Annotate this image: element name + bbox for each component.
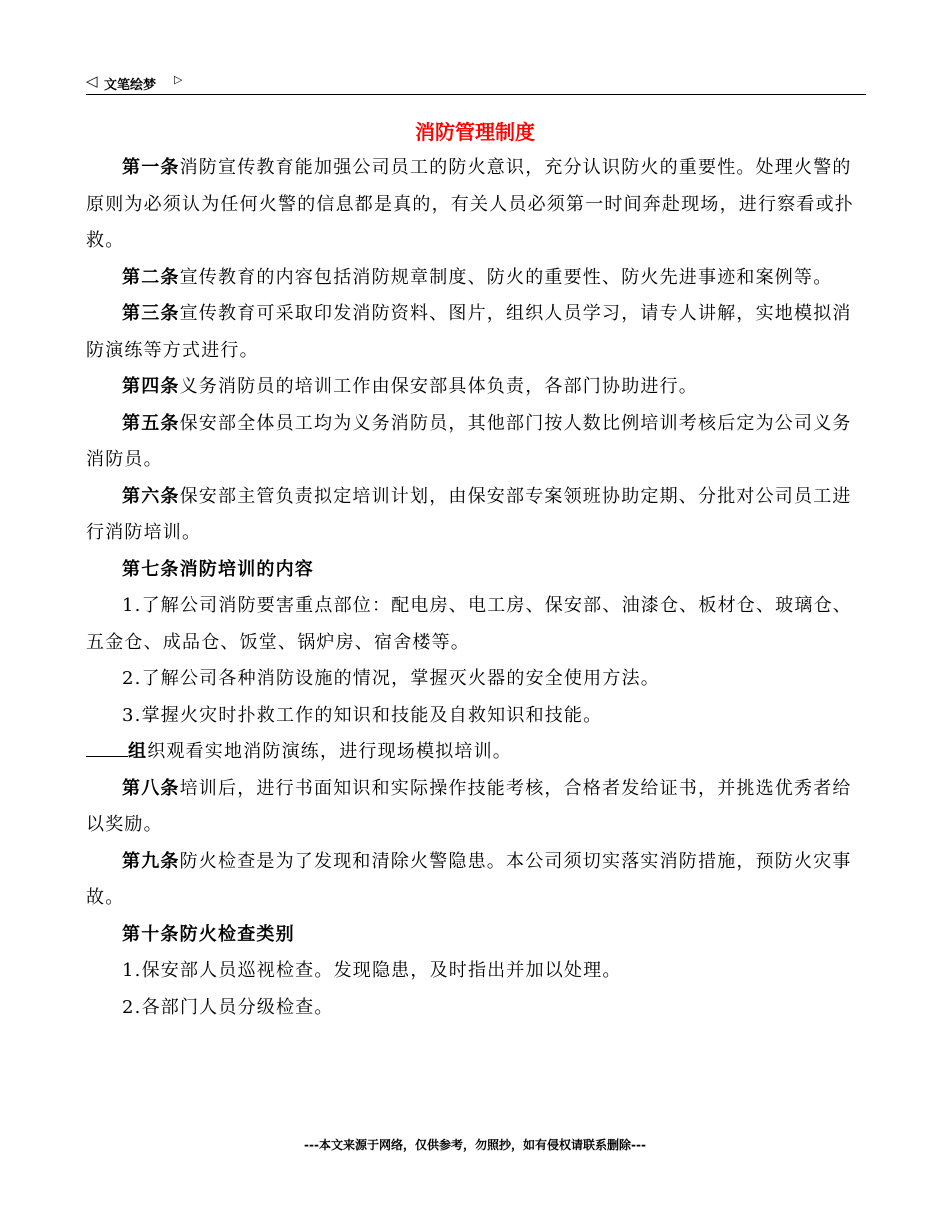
article-label: 第二条 — [122, 266, 180, 288]
article-10-heading: 第十条防火检查类别 — [122, 923, 295, 945]
list-item: 3.掌握火灾时扑救工作的知识和技能及自救知识和技能。 — [122, 704, 603, 726]
article-text: 防火检查是为了发现和清除火警隐患。本公司须切实落实消防措施，预防火灾事故。 — [86, 850, 852, 908]
article-label: 第五条 — [122, 412, 180, 434]
article-1 — [86, 150, 866, 260]
article-4 — [86, 369, 866, 406]
list-item-text: 织观看实地消防演练，进行现场模拟培训。 — [147, 741, 513, 762]
left-triangle-icon: ◁ — [86, 72, 98, 90]
article-text: 宣传教育的内容包括消防规章制度、防火的重要性、防火先进事迹和案例等。 — [179, 266, 833, 288]
article-label: 第六条 — [122, 485, 180, 507]
article-2 — [86, 260, 866, 297]
article-text: 宣传教育可采取印发消防资料、图片，组织人员学习，请专人讲解，实地模拟消防演练等方式进行。 — [86, 303, 852, 361]
document-body — [86, 150, 866, 1026]
list-item: 2.了解公司各种消防设施的情况，掌握灭火器的安全使用方法。 — [122, 668, 660, 689]
article-label: 第四条 — [122, 376, 180, 397]
article-text: 培训后，进行书面知识和实际操作技能考核，合格者发给证书，并挑选优秀者给以奖励。 — [86, 777, 852, 835]
article-5 — [86, 406, 866, 479]
article-9 — [86, 844, 866, 917]
article-text: 义务消防员的培训工作由保安部具体负责，各部门协助进行。 — [179, 376, 699, 397]
article-3 — [86, 296, 866, 369]
header-brand: 文笔绘梦 — [104, 78, 157, 93]
article-8 — [86, 771, 866, 844]
article-7-heading: 第七条消防培训的内容 — [122, 558, 314, 580]
document-title: 消防管理制度 — [415, 120, 535, 144]
page-footer: ---本文来源于网络，仅供参考，勿照抄，如有侵权请联系删除--- — [304, 1138, 646, 1152]
blank-bold-char: 组 — [128, 741, 148, 762]
article-label: 第一条 — [122, 157, 180, 178]
page-header — [86, 72, 866, 95]
article-label: 第九条 — [122, 850, 180, 872]
article-label: 第八条 — [122, 777, 180, 799]
list-item-blank — [86, 734, 866, 771]
article-6 — [86, 479, 866, 552]
list-item: 1.保安部人员巡视检查。发现隐患，及时指出并加以处理。 — [122, 960, 622, 981]
right-triangle-icon: ▷ — [174, 73, 183, 86]
article-text: 消防宣传教育能加强公司员工的防火意识，充分认识防火的重要性。处理火警的原则为必须认为任何火警的信息都是真的，有关人员必须第一时间奔赴现场，进行察看或扑救。 — [86, 157, 854, 251]
list-item: 2.各部门人员分级检查。 — [122, 996, 334, 1018]
article-label: 第三条 — [122, 303, 180, 324]
list-item: 1.了解公司消防要害重点部位：配电房、电工房、保安部、油漆仓、板材仓、玻璃仓、五金仓、成品仓、饭堂、锅炉房、宿舍楼等。 — [86, 595, 852, 653]
article-text: 保安部主管负责拟定培训计划，由保安部专案领班协助定期、分批对公司员工进行消防培训。 — [86, 485, 852, 543]
article-text: 保安部全体员工均为义务消防员，其他部门按人数比例培训考核后定为公司义务消防员。 — [86, 412, 852, 470]
fill-in-blank — [86, 738, 128, 757]
